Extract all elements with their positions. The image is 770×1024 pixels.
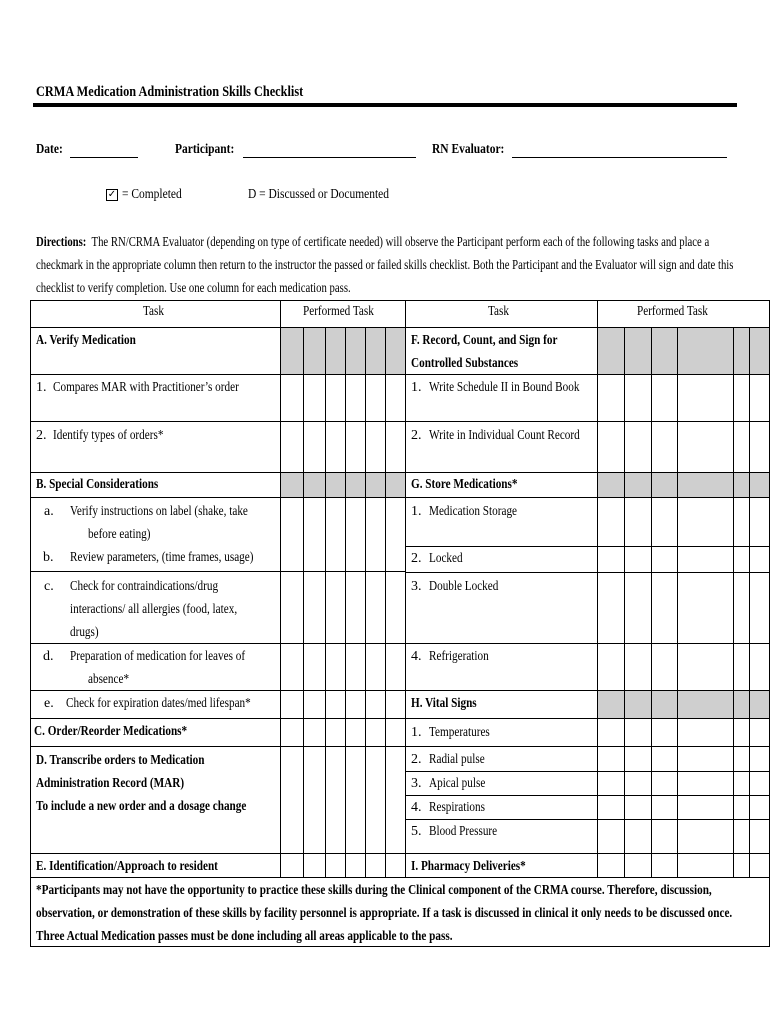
task-bc-line2: interactions/ all allergies (food, latex, bbox=[70, 602, 238, 617]
item-letter: d. bbox=[43, 649, 54, 664]
col-header-performed-left: Performed Task bbox=[303, 304, 374, 319]
item-letter: a. bbox=[44, 504, 54, 519]
section-c-heading: C. Order/Reorder Medications* bbox=[34, 724, 188, 739]
task-h4: Respirations bbox=[429, 800, 485, 815]
section-a-heading: A. Verify Medication bbox=[36, 333, 136, 348]
task-g2: Locked bbox=[429, 551, 463, 566]
col-header-task-left: Task bbox=[143, 304, 164, 319]
participant-label: Participant: bbox=[175, 142, 235, 157]
item-number: 5. bbox=[411, 824, 422, 839]
section-h-heading: H. Vital Signs bbox=[411, 696, 477, 711]
item-number: 1. bbox=[411, 725, 422, 740]
task-ba-line2: before eating) bbox=[88, 527, 151, 542]
task-a2: Identify types of orders* bbox=[53, 428, 164, 443]
task-bc-line3: drugs) bbox=[70, 625, 99, 640]
col-header-performed-right: Performed Task bbox=[637, 304, 708, 319]
item-letter: c. bbox=[44, 579, 54, 594]
section-f-line1: F. Record, Count, and Sign for bbox=[411, 333, 558, 348]
directions: Directions: The RN/CRMA Evaluator (depending on type of certificate needed) will observe the Participant perform each of the following tasks and place a checkmark in the appropriate column then return to the instructor the passed or failed skills checklist. Both the Participant and the Evaluator will sign and date this checklist to verify completion. Use one column for each medication pass. bbox=[36, 235, 734, 296]
task-bc-line1: Check for contraindications/drug bbox=[70, 579, 219, 594]
section-i-heading: I. Pharmacy Deliveries* bbox=[411, 859, 526, 874]
task-g4: Refrigeration bbox=[429, 649, 489, 664]
item-number: 3. bbox=[411, 776, 422, 791]
section-e-heading: E. Identification/Approach to resident bbox=[36, 859, 218, 874]
legend-completed: ✓ = Completed bbox=[107, 187, 182, 202]
date-label: Date: bbox=[36, 142, 63, 157]
rn-evaluator-field[interactable] bbox=[512, 157, 727, 158]
shade-b bbox=[281, 473, 405, 497]
task-bb: Review parameters, (time frames, usage) bbox=[70, 550, 254, 565]
item-number: 1. bbox=[36, 380, 47, 395]
section-f-line2: Controlled Substances bbox=[411, 356, 519, 371]
task-f2: Write in Individual Count Record bbox=[429, 428, 580, 443]
checkbox-icon: ✓ bbox=[107, 189, 117, 200]
col-header-task-right: Task bbox=[488, 304, 509, 319]
item-number: 2. bbox=[411, 551, 422, 566]
section-d-line1: D. Transcribe orders to Medication bbox=[36, 753, 205, 768]
item-number: 1. bbox=[411, 380, 422, 395]
task-h1: Temperatures bbox=[429, 725, 490, 740]
item-number: 2. bbox=[36, 428, 47, 443]
shade-a bbox=[281, 328, 405, 374]
section-d-line3: To include a new order and a dosage change bbox=[36, 799, 247, 814]
section-d-line2: Administration Record (MAR) bbox=[36, 776, 185, 791]
task-be: Check for expiration dates/med lifespan* bbox=[66, 696, 251, 711]
task-g1: Medication Storage bbox=[429, 504, 518, 519]
item-number: 4. bbox=[411, 649, 422, 664]
task-f1: Write Schedule II in Bound Book bbox=[429, 380, 580, 395]
task-bd-line2: absence* bbox=[88, 672, 130, 687]
participant-field[interactable] bbox=[243, 157, 416, 158]
task-g3: Double Locked bbox=[429, 579, 499, 594]
task-a1: Compares MAR with Practitioner’s order bbox=[53, 380, 239, 395]
legend-discussed: D = Discussed or Documented bbox=[248, 187, 390, 202]
section-b-heading: B. Special Considerations bbox=[36, 477, 159, 492]
title-divider bbox=[33, 103, 737, 107]
section-g-heading: G. Store Medications* bbox=[411, 477, 518, 492]
item-number: 1. bbox=[411, 504, 422, 519]
task-h3: Apical pulse bbox=[429, 776, 486, 791]
item-number: 2. bbox=[411, 428, 422, 443]
item-number: 2. bbox=[411, 752, 422, 767]
page-title: CRMA Medication Administration Skills Checklist bbox=[36, 84, 304, 100]
item-letter: e. bbox=[44, 696, 54, 711]
footnote: *Participants may not have the opportunity to practice these skills during the Clinical component of the CRMA course. Therefore, discussion, observation, or demonstration of these skills by facility personnel is appropriate. If a task is discussed in clinical it only needs to be discussed once. Three Actual Medication passes must be done including all areas applicable to the pass. bbox=[36, 883, 733, 944]
item-number: 4. bbox=[411, 800, 422, 815]
rn-evaluator-label: RN Evaluator: bbox=[432, 142, 505, 157]
task-bd-line1: Preparation of medication for leaves of bbox=[70, 649, 246, 664]
task-h5: Blood Pressure bbox=[429, 824, 498, 839]
item-number: 3. bbox=[411, 579, 422, 594]
task-h2: Radial pulse bbox=[429, 752, 485, 767]
date-field[interactable] bbox=[70, 157, 138, 158]
item-letter: b. bbox=[43, 550, 54, 565]
task-ba-line1: Verify instructions on label (shake, take bbox=[70, 504, 248, 519]
